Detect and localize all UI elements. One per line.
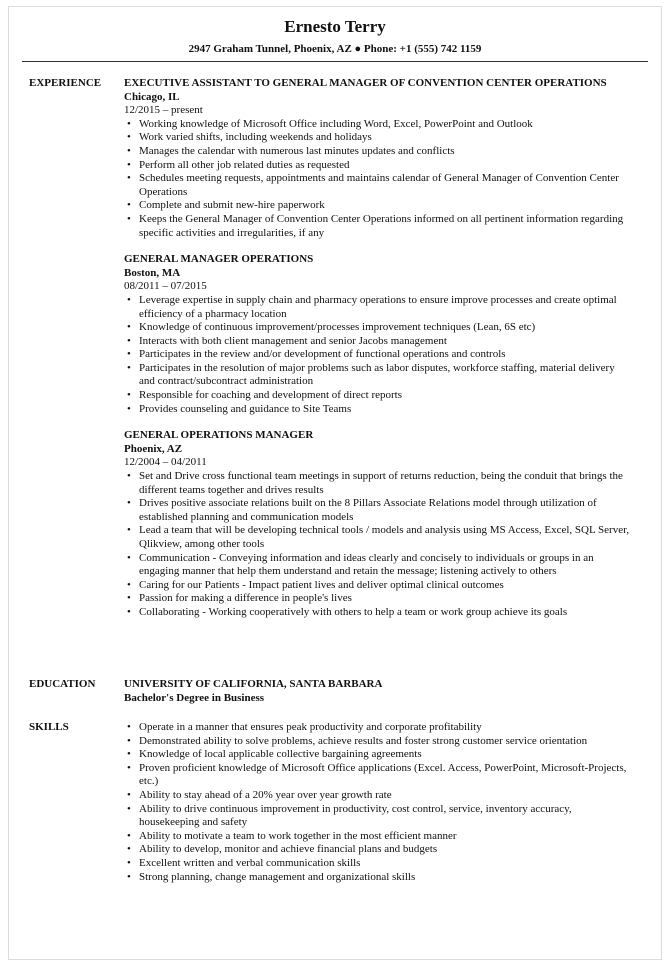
section-label-experience: EXPERIENCE [29, 77, 102, 89]
job-title: EXECUTIVE ASSISTANT TO GENERAL MANAGER OF CONVENTION CENTER OPERATIONS [124, 77, 607, 89]
skills-content [124, 721, 630, 884]
job-bullets [124, 294, 630, 416]
list-item: • Ability to drive continuous improvement in productivity, cost control, service, inventory accuracy, housekeeping and safety [139, 803, 630, 830]
list-item: • Work varied shifts, including weekends and holidays [139, 131, 630, 145]
job-dates: 12/2004 – 04/2011 [124, 456, 207, 469]
list-item: • Knowledge of continuous improvement/processes improvement techniques (Lean, 6S etc) [139, 321, 630, 335]
list-item: • Operate in a manner that ensures peak productivity and corporate profitability [139, 721, 630, 735]
job-title: GENERAL MANAGER OPERATIONS [124, 253, 314, 266]
degree: Bachelor's Degree in Business [124, 691, 265, 704]
list-item: • Passion for making a difference in people's lives [139, 592, 630, 606]
list-item: • Knowledge of local applicable collective bargaining agreements [139, 748, 630, 762]
list-item: • Participates in the review and/or development of functional operations and controls [139, 348, 630, 362]
job-location: Chicago, IL [124, 90, 180, 103]
job-entry [124, 77, 630, 240]
list-item: • Leverage expertise in supply chain and pharmacy operations to ensure improve processes and create optimal efficiency of a pharmacy location [139, 294, 630, 321]
list-item: • Working knowledge of Microsoft Office including Word, Excel, PowerPoint and Outlook [139, 118, 630, 132]
header-divider [22, 61, 648, 62]
section-label-skills: SKILLS [29, 721, 69, 733]
list-item: • Participates in the resolution of major problems such as labor disputes, workforce staffing, material delivery and contract/subcontract administration [139, 362, 630, 389]
job-location: Phoenix, AZ [124, 442, 183, 455]
list-item: • Proven proficient knowledge of Microsoft Office applications (Excel. Access, PowerPoint, Microsoft-Projects, etc.) [139, 762, 630, 789]
list-item: • Strong planning, change management and organizational skills [139, 871, 630, 885]
list-item: • Interacts with both client management and senior Jacobs management [139, 335, 630, 349]
list-item: • Set and Drive cross functional team meetings in support of returns reduction, being the conduit that brings the different teams together and drives results [139, 470, 630, 497]
contact-line: 2947 Graham Tunnel, Phoenix, AZ ● Phone: +1 (555) 742 1159 [188, 43, 482, 55]
experience-content [124, 77, 630, 633]
job-title: GENERAL OPERATIONS MANAGER [124, 429, 314, 442]
list-item: • Demonstrated ability to solve problems, achieve results and foster strong customer service orientation [139, 735, 630, 749]
list-item: • Keeps the General Manager of Convention Center Operations informed on all pertinent information regarding specific activities and irregularities, if any [139, 213, 630, 240]
skills-list [124, 721, 630, 884]
list-item: • Drives positive associate relations built on the 8 Pillars Associate Relations model through utilization of established planning and communication models [139, 497, 630, 524]
candidate-name: Ernesto Terry [284, 17, 386, 36]
job-location: Boston, MA [124, 266, 181, 279]
list-item: • Schedules meeting requests, appointments and maintains calendar of General Manager of Convention Center Operations [139, 172, 630, 199]
list-item: • Excellent written and verbal communication skills [139, 857, 630, 871]
list-item: • Communication - Conveying information and ideas clearly and concisely to individuals or groups in an engaging manner that help them understand and retain the message; listening actively to others [139, 552, 630, 579]
list-item: • Perform all other job related duties as requested [139, 159, 630, 173]
list-item: • Ability to develop, monitor and achieve financial plans and budgets [139, 843, 630, 857]
job-entry [124, 429, 630, 619]
list-item: • Ability to stay ahead of a 20% year over year growth rate [139, 789, 630, 803]
list-item: • Provides counseling and guidance to Site Teams [139, 403, 630, 417]
list-item: • Ability to motivate a team to work together in the most efficient manner [139, 830, 630, 844]
job-dates: 12/2015 – present [124, 104, 203, 117]
list-item: • Complete and submit new-hire paperwork [139, 199, 630, 213]
section-label-education: EDUCATION [29, 678, 96, 690]
list-item: • Caring for our Patients - Impact patient lives and deliver optimal clinical outcomes [139, 579, 630, 593]
job-bullets [124, 470, 630, 620]
job-dates: 08/2011 – 07/2015 [124, 280, 207, 293]
education-content [124, 678, 630, 705]
list-item: • Lead a team that will be developing technical tools / models and analysis using MS Access, Excel, SQL Server, Qlikview, among other tools [139, 524, 630, 551]
job-bullets [124, 118, 630, 240]
school-name: UNIVERSITY OF CALIFORNIA, SANTA BARBARA [124, 678, 383, 690]
list-item: • Manages the calendar with numerous last minutes updates and conflicts [139, 145, 630, 159]
list-item: • Collaborating - Working cooperatively with others to help a team or work group achieve its goals [139, 606, 630, 620]
list-item: • Responsible for coaching and development of direct reports [139, 389, 630, 403]
job-entry [124, 253, 630, 416]
